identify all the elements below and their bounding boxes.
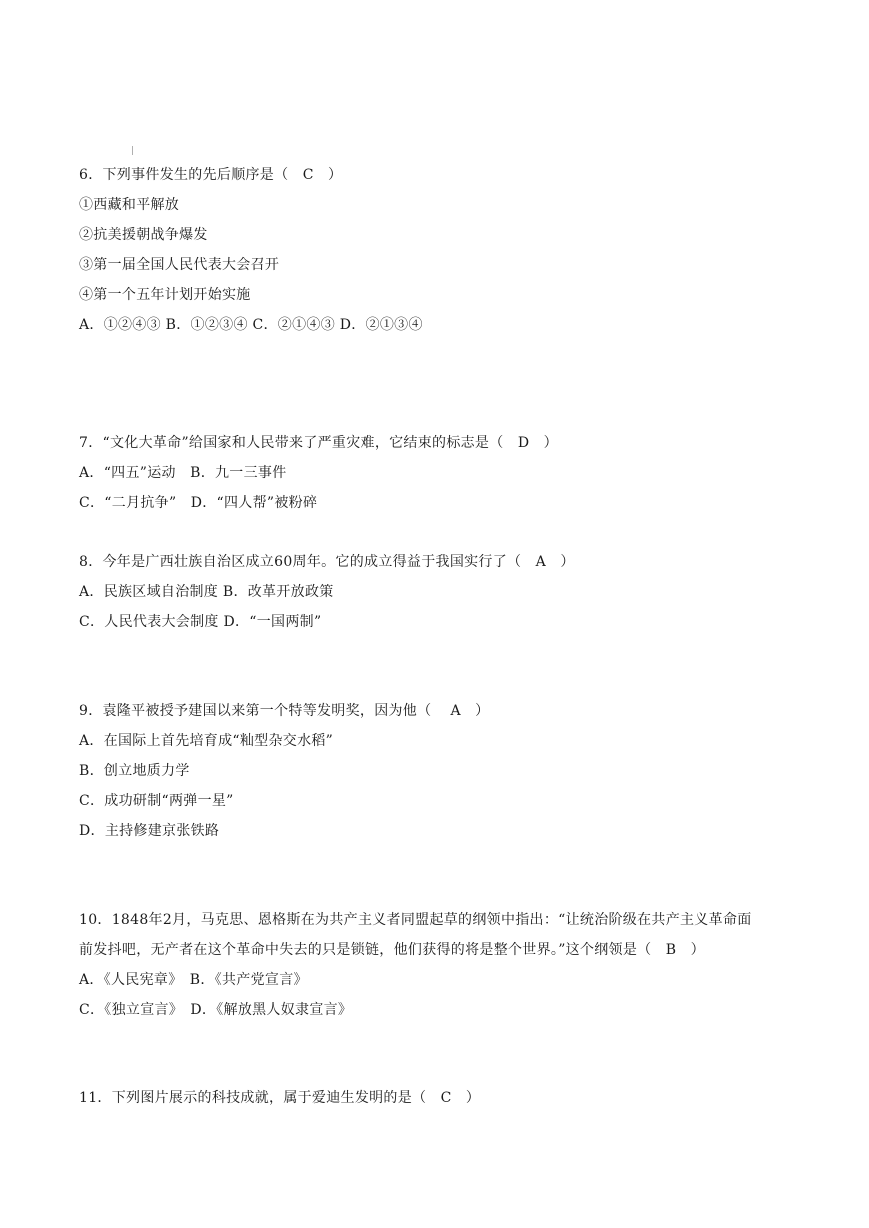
question-item: ③第一届全国人民代表大会召开 xyxy=(79,257,280,273)
question-item: ①西藏和平解放 xyxy=(79,197,180,213)
answer-option: B．创立地质力学 xyxy=(79,763,190,779)
answer-options: C．《独立宣言》 D．《解放黑人奴隶宣言》 xyxy=(79,1002,353,1018)
cursor-mark xyxy=(132,146,133,155)
question-stem: 8．今年是广西壮族自治区成立60周年。它的成立得益于我国实行了（ A ） xyxy=(79,554,575,570)
question-item: ②抗美援朝战争爆发 xyxy=(79,227,208,243)
question-stem: 10．1848年2月，马克思、恩格斯在为共产主义者同盟起草的纲领中指出：“让统治阶级在共产主义革命面 xyxy=(79,912,752,928)
answer-options: C．人民代表大会制度 D．“一国两制” xyxy=(79,614,322,630)
answer-option: A．在国际上首先培育成“籼型杂交水稻” xyxy=(79,733,334,749)
answer-options: A．《人民宪章》 B．《共产党宣言》 xyxy=(79,972,308,988)
question-stem: 7．“文化大革命”给国家和人民带来了严重灾难，它结束的标志是（ D ） xyxy=(79,435,558,451)
answer-options: A．①②④③ B．①②③④ C．②①④③ D．②①③④ xyxy=(79,317,423,333)
answer-options: A．民族区域自治制度 B．改革开放政策 xyxy=(79,584,334,600)
answer-option: C．成功研制“两弹一星” xyxy=(79,793,234,809)
answer-options: C．“二月抗争” D．“四人帮”被粉碎 xyxy=(79,495,318,511)
question-stem: 11．下列图片展示的科技成就，属于爱迪生发明的是（ C ） xyxy=(79,1090,481,1106)
answer-options: A．“四五”运动 B．九一三事件 xyxy=(79,465,287,481)
answer-option: D．主持修建京张铁路 xyxy=(79,823,220,839)
question-stem: 9．袁隆平被授予建国以来第一个特等发明奖，因为他（ A ） xyxy=(79,703,490,719)
question-stem: 前发抖吧，无产者在这个革命中失去的只是锁链，他们获得的将是整个世界。”这个纲领是（ B ） xyxy=(79,942,705,958)
question-item: ④第一个五年计划开始实施 xyxy=(79,287,251,303)
question-stem: 6．下列事件发生的先后顺序是（ C ） xyxy=(79,167,343,183)
